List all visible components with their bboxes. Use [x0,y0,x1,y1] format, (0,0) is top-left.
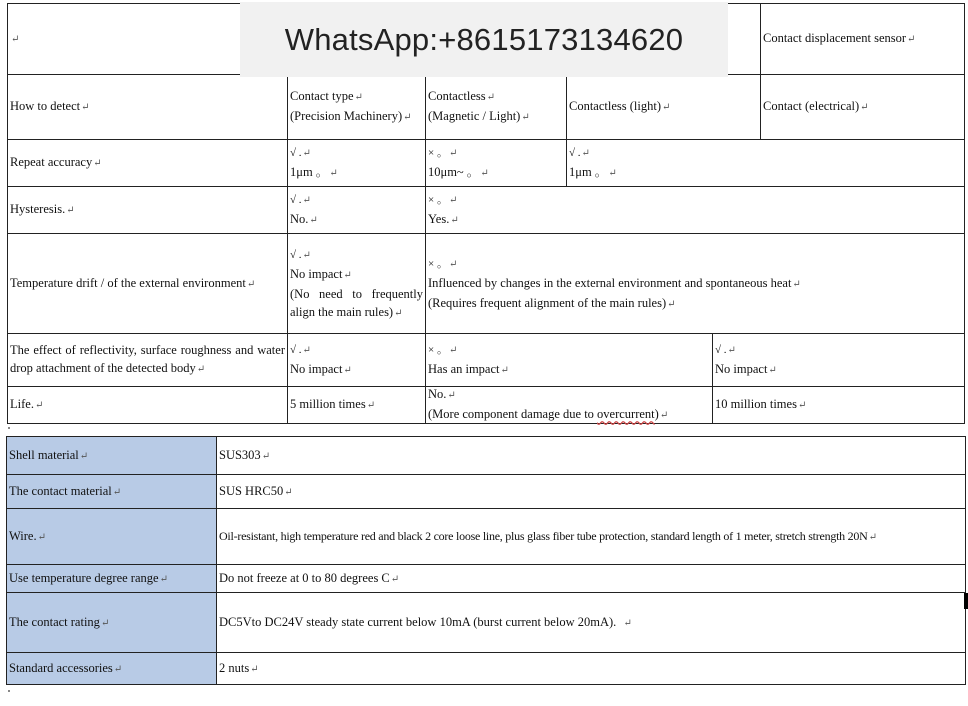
spellcheck-underline: overcurrent [597,407,655,421]
temperature-others: × 。↵ Influenced by changes in the external environment and spontaneous heat↵ (Requires frequent alignment of the main rules)↵ [425,233,965,334]
check-mark: √ . [569,147,581,159]
page-edge-marker [964,593,968,609]
repeat-light-electrical: √ .↵ 1μm 。↵ [566,139,965,187]
hysteresis-contact-type: √ .↵ No.↵ [287,186,426,234]
spec-label-temperature-range: Use temperature degree range↵ [6,564,217,593]
row-label-life: Life.↵ [7,386,288,424]
check-mark: √ . [290,344,302,356]
spec-value-wire: Oil-resistant, high temperature red and black 2 core loose line, plus glass fiber tube protection, standard length of 1 meter, stretch strength 20N↵ [216,508,966,565]
spec-value-contact-material: SUS HRC50↵ [216,474,966,509]
repeat-contactless: × 。↵ 10μm~ 。↵ [425,139,567,187]
cross-mark: × 。 [428,194,448,206]
repeat-contact-type: √ .↵ 1μm 。↵ [287,139,426,187]
reflectivity-contact-type: √ .↵ No impact↵ [287,333,426,387]
check-mark: √ . [715,344,727,356]
spec-label-shell-material: Shell material↵ [6,436,217,475]
detect-contactless-light: Contactless (light)↵ [566,74,761,140]
row-label-hysteresis: Hysteresis.↵ [7,186,288,234]
cross-mark: × 。 [428,344,448,356]
spec-value-contact-rating: DC5Vto DC24V steady state current below 10mA (burst current below 20mA). ↵ [216,592,966,653]
spec-value-accessories: 2 nuts↵ [216,652,966,685]
detect-contact-type: Contact type↵ (Precision Machinery)↵ [287,74,426,140]
detect-contact-electrical: Contact (electrical)↵ [760,74,965,140]
hysteresis-others: × 。↵ Yes.↵ [425,186,965,234]
row-label-detect: How to detect↵ [7,74,288,140]
header-sensor-title: Contact displacement sensor [763,31,907,45]
spec-label-accessories: Standard accessories↵ [6,652,217,685]
table-anchor-dot [8,427,10,429]
cross-mark: × 。 [428,147,448,159]
life-contactless: No.↵ (More component damage due to overcurrent)↵ [425,386,713,424]
detect-contactless: Contactless↵ (Magnetic / Light)↵ [425,74,567,140]
check-mark: √ . [290,248,302,261]
spec-label-contact-material: The contact material↵ [6,474,217,509]
para-mark: ↵ [11,34,20,45]
spec-label-contact-rating: The contact rating↵ [6,592,217,653]
reflectivity-electrical: √ .↵ No impact↵ [712,333,965,387]
life-contact-type: 5 million times↵ [287,386,426,424]
spec-value-shell-material: SUS303↵ [216,436,966,475]
whatsapp-watermark: WhatsApp:+8615173134620 [240,2,728,77]
temperature-contact-type: √ .↵ No impact↵ (No need to frequently align the main rules)↵ [287,233,426,334]
spec-value-temperature-range: Do not freeze at 0 to 80 degrees C↵ [216,564,966,593]
row-label-reflectivity: The effect of reflectivity, surface roughness and water drop attachment of the detected body↵ [7,333,288,387]
row-label-repeat: Repeat accuracy↵ [7,139,288,187]
check-mark: √ . [290,194,302,206]
row-label-temperature: Temperature drift / of the external environment↵ [7,233,288,334]
table-anchor-dot [8,690,10,692]
check-mark: √ . [290,147,302,159]
cross-mark: × 。 [428,257,448,270]
spec-label-wire: Wire.↵ [6,508,217,565]
life-electrical: 10 million times↵ [712,386,965,424]
header-sensor-cell: Contact displacement sensor↵ [760,3,965,75]
reflectivity-contactless: × 。↵ Has an impact↵ [425,333,713,387]
